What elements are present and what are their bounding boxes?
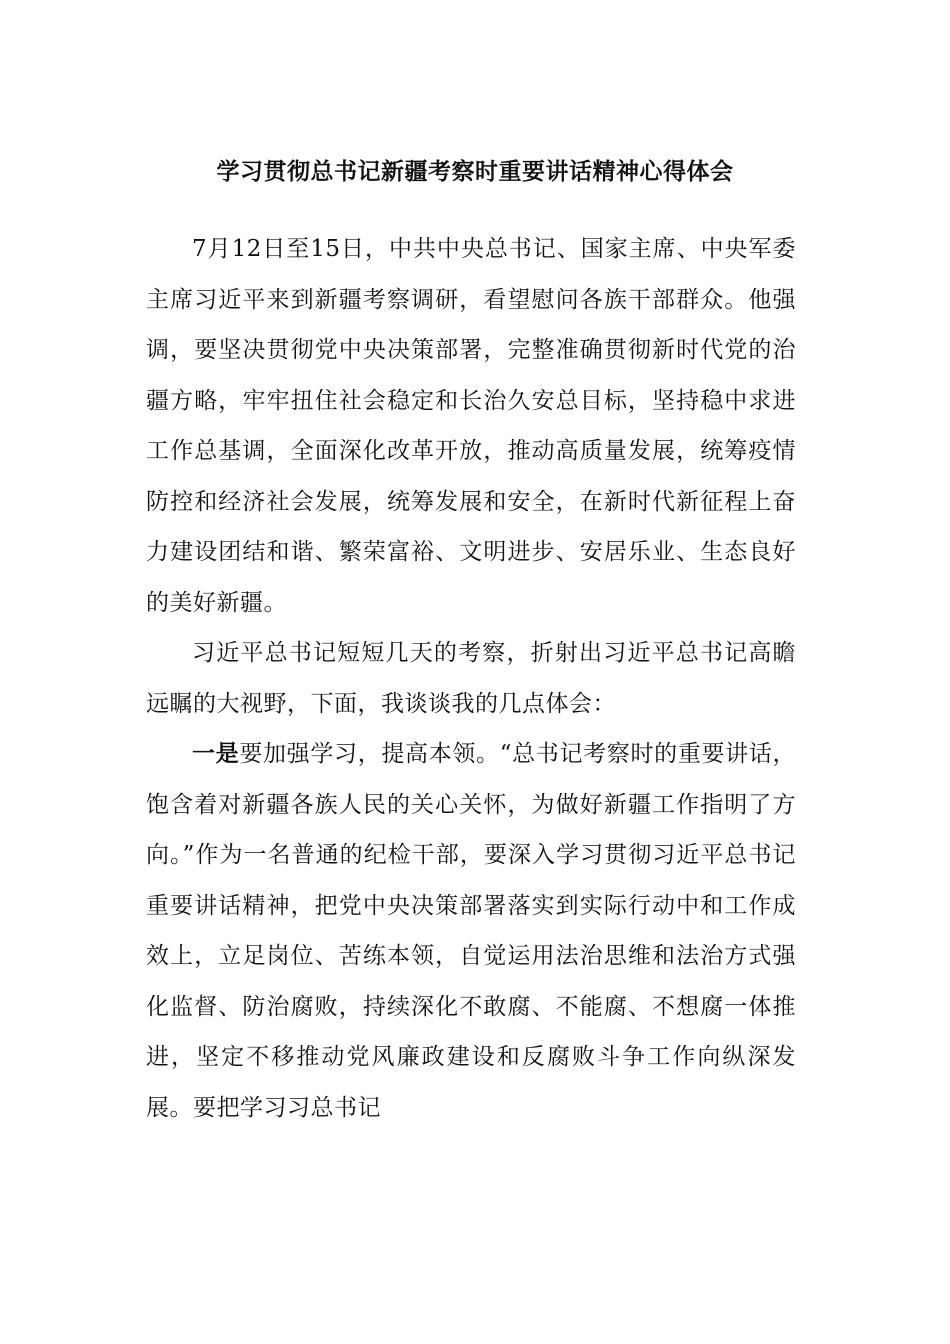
document-body <box>146 224 796 1133</box>
paragraph-text: 习近平总书记短短几天的考察，折射出习近平总书记高瞻远瞩的大视野，下面，我谈谈我的几点体会： <box>146 640 796 717</box>
paragraph-3 <box>146 729 796 1133</box>
paragraph-2 <box>146 628 796 729</box>
paragraph-lead: 一是 <box>192 740 240 767</box>
paragraph-text: 要加强学习，提高本领。“总书记考察时的重要讲话，饱含着对新疆各族人民的关心关怀，为做好新疆工作指明了方向。”作为一名普通的纪检干部，要深入学习贯彻习近平总书记重要讲话精神，把党中央决策部署落实到实际行动中和工作成效上，立足岗位、苦练本领，自觉运用法治思维和法治方式强化监督、防治腐败，持续深化不敢腐、不能腐、不想腐一体推进，坚定不移推动党风廉政建设和反腐败斗争工作向纵深发展。要把学习习总书记 <box>146 741 796 1121</box>
document-title: 学习贯彻总书记新疆考察时重要讲话精神心得体会 <box>216 158 734 185</box>
paragraph-1 <box>146 224 796 628</box>
paragraph-text: 7月12日至15日，中共中央总书记、国家主席、中央军委主席习近平来到新疆考察调研，看望慰问各族干部群众。他强调，要坚决贯彻党中央决策部署，完整准确贯彻新时代党的治疆方略，牢牢扭住社会稳定和长治久安总目标，坚持稳中求进工作总基调，全面深化改革开放，推动高质量发展，统筹疫情防控和经济社会发展，统筹发展和安全，在新时代新征程上奋力建设团结和谐、繁荣富裕、文明进步、安居乐业、生态良好的美好新疆。 <box>146 236 796 616</box>
